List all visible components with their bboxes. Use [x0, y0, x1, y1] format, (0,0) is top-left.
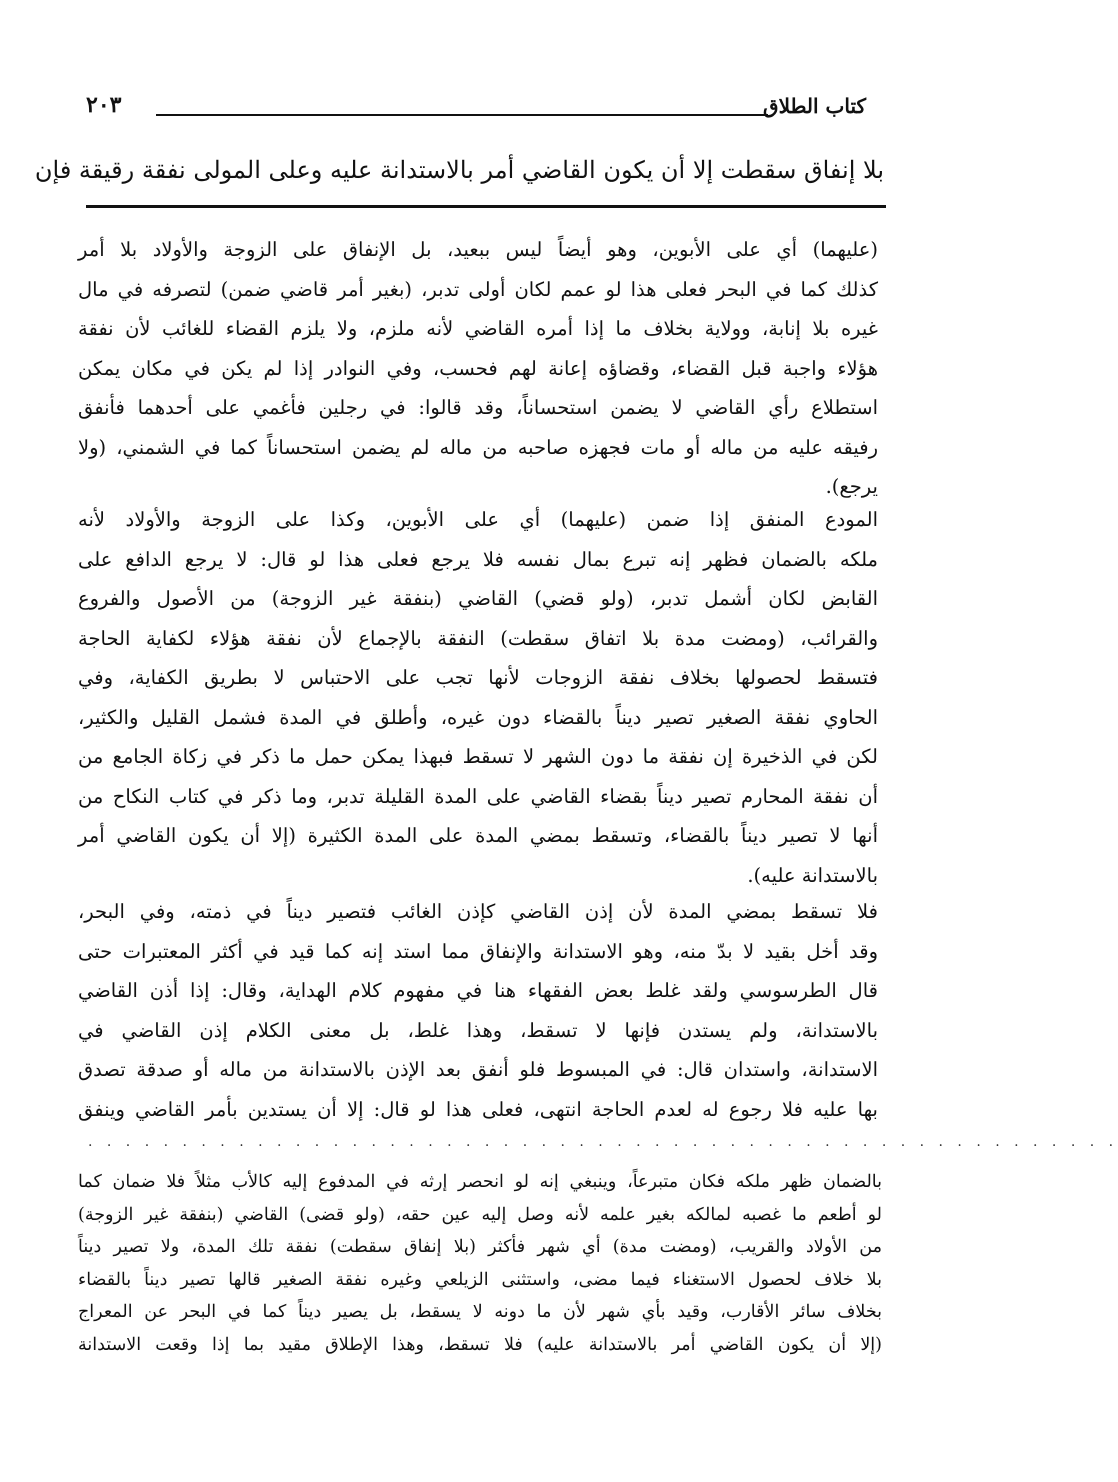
footnote-line: بلا خلاف لحصول الاستغناء فيما مضى، واستثنى الزيلعي وغيره نفقة الصغير قالها تصير ديناً بالقضاء [78, 1269, 882, 1290]
commentary-line: الاستدانة، واستدان قال: في المبسوط فلو أنفق بعد الإذن بالاستدانة من ماله أو صدقة تصدق [78, 1058, 878, 1081]
commentary-line: بالاستدانة، ولم يستدن فإنها لا تسقط، وهذا غلط، بل معنى الكلام إذن القاضي في [78, 1018, 878, 1042]
commentary-line: بها عليه فلا رجوع له لعدم الحاجة انتهى، فعلى هذا لو قال: إلا أن يستدين بأمر القاضي وينفق [78, 1097, 878, 1121]
commentary-line: قال الطرسوسي ولقد غلط بعض الفقهاء هنا في مفهوم كلام الهداية، وقال: إذا أذن القاضي [78, 979, 878, 1002]
commentary-line: غيره بلا إنابة، وولاية بخلاف ما إذا أمره القاضي لأنه ملزم، ولا يلزم القضاء للغائب لأن نفقة [78, 317, 878, 340]
commentary-line: الحاوي نفقة الصغير تصير ديناً بالقضاء دون غيره، وأطلق في المدة فشمل القليل والكثير، [78, 705, 878, 729]
commentary-line: أنها لا تصير ديناً بالقضاء، وتسقط بمضي المدة على المدة الكثيرة (إلا أن يكون القاضي أمر [78, 824, 878, 847]
footnote-separator: . . . . . . . . . . . . . . . . . . . . . . . . . . . . . . . . . . . . . . . . . . . . . . . . . . . . . . . [88, 1134, 1118, 1150]
commentary-line: وقد أخل بقيد لا بدّ منه، وهو الاستدانة والإنفاق مما استد إنه كما قيد في أكثر المعتبرات حتى [78, 939, 878, 963]
commentary-line: لكن في الذخيرة إن نفقة ما دون الشهر لا تسقط فبهذا يمكن حمل ما ذكر في زكاة الجامع من [78, 745, 878, 768]
commentary-line: رفيقه عليه من ماله أو مات فجهزه صاحبه من ماله لم يضمن استحساناً كما في الشمني، (ولا [78, 435, 878, 459]
commentary-paragraph-1 [78, 230, 878, 507]
header-rule [156, 114, 768, 116]
commentary-line: القابض لكان أشمل تدبر، (ولو قضي) القاضي (بنفقة غير الزوجة) من الأصول والفروع [78, 587, 878, 610]
commentary-line: كذلك كما في البحر فعلى هذا لو عمم لكان أولى تدبر، (بغير أمر قاضي ضمن) لتصرفه في مال [78, 277, 878, 301]
commentary-paragraph-2 [78, 500, 878, 895]
footnote-line: بالضمان ظهر ملكه فكان متبرعاً، وينبغي إنه لو انحصر إرثه في المدفوع إليه كالأب مثلاً فلا ضمان كما [78, 1172, 882, 1192]
commentary-line: والقرائب، (ومضت مدة بلا اتفاق سقطت) النفقة بالإجماع لأن نفقة هؤلاء لكفاية الحاجة [78, 626, 878, 650]
commentary-line: يرجع). [825, 475, 878, 498]
page-number: ٢٠٣ [86, 92, 122, 118]
commentary-line: ملكه بالضمان فظهر إنه تبرع بمال نفسه فلا يرجع فعلى هذا لو قال: لا يرجع الدافع على [78, 547, 878, 571]
commentary-line: فتسقط لحصولها بخلاف نفقة الزوجات لأنها تجب على الاحتباس لا بطريق الكفاية، وفي [78, 666, 878, 689]
commentary-line: أن نفقة المحارم تصير ديناً بقضاء القاضي على المدة القليلة تدبر، وما ذكر في كتاب النكاح من [78, 784, 878, 808]
commentary-line: استطلاع رأي القاضي لا يضمن استحساناً، وقد قالوا: في رجلين فأغمي على أحدهما فأنفق [78, 396, 878, 419]
page-header [86, 92, 866, 126]
commentary-line: بالاستدانة عليه). [747, 863, 878, 887]
footnote-block [78, 1166, 882, 1361]
commentary-line: هؤلاء واجبة قبل القضاء، وقضاؤه إعانة لهم فحسب، وفي النوادر إذا لم يكن في مكان يمكن [78, 356, 878, 380]
main-text-line: بلا إنفاق سقطت إلا أن يكون القاضي أمر بالاستدانة عليه وعلى المولى نفقة رقيقة فإن [34, 156, 884, 184]
commentary-line: فلا تسقط بمضي المدة لأن إذن القاضي كإذن الغائب فتصير ديناً في ذمته، وفي البحر، [78, 900, 878, 923]
footnote-line: لو أطعم ما غصبه لمالكه بغير علمه لأنه وصل إليه عين حقه، (ولو قضى) القاضي (بنفقة غير الزوجة) [78, 1204, 882, 1225]
commentary-line: (عليهما) أي على الأبوين، وهو أيضاً ليس ببعيد، بل الإنفاق على الزوجة والأولاد بلا أمر [78, 238, 878, 261]
commentary-line: المودع المنفق إذا ضمن (عليهما) أي على الأبوين، وكذا على الزوجة والأولاد لأنه [78, 508, 878, 531]
footnote-line: من الأولاد والقريب، (ومضت مدة) أي شهر فأكثر (بلا إنفاق سقطت) نفقة تلك المدة، ولا تصير ديناً [78, 1237, 882, 1257]
running-title: كتاب الطلاق [763, 94, 866, 118]
footnote-line: (إلا أن يكون القاضي أمر بالاستدانة عليه) فلا تسقط، وهذا الإطلاق مقيد بما إذا وقعت الاستدانة [78, 1334, 882, 1355]
main-text-separator [86, 205, 886, 208]
footnote-line: بخلاف سائر الأقارب، وقيد بأي شهر لأن ما دونه لا يسقط، بل يصير ديناً كما في البحر عن المعراج [78, 1302, 882, 1322]
commentary-paragraph-3 [78, 892, 878, 1129]
